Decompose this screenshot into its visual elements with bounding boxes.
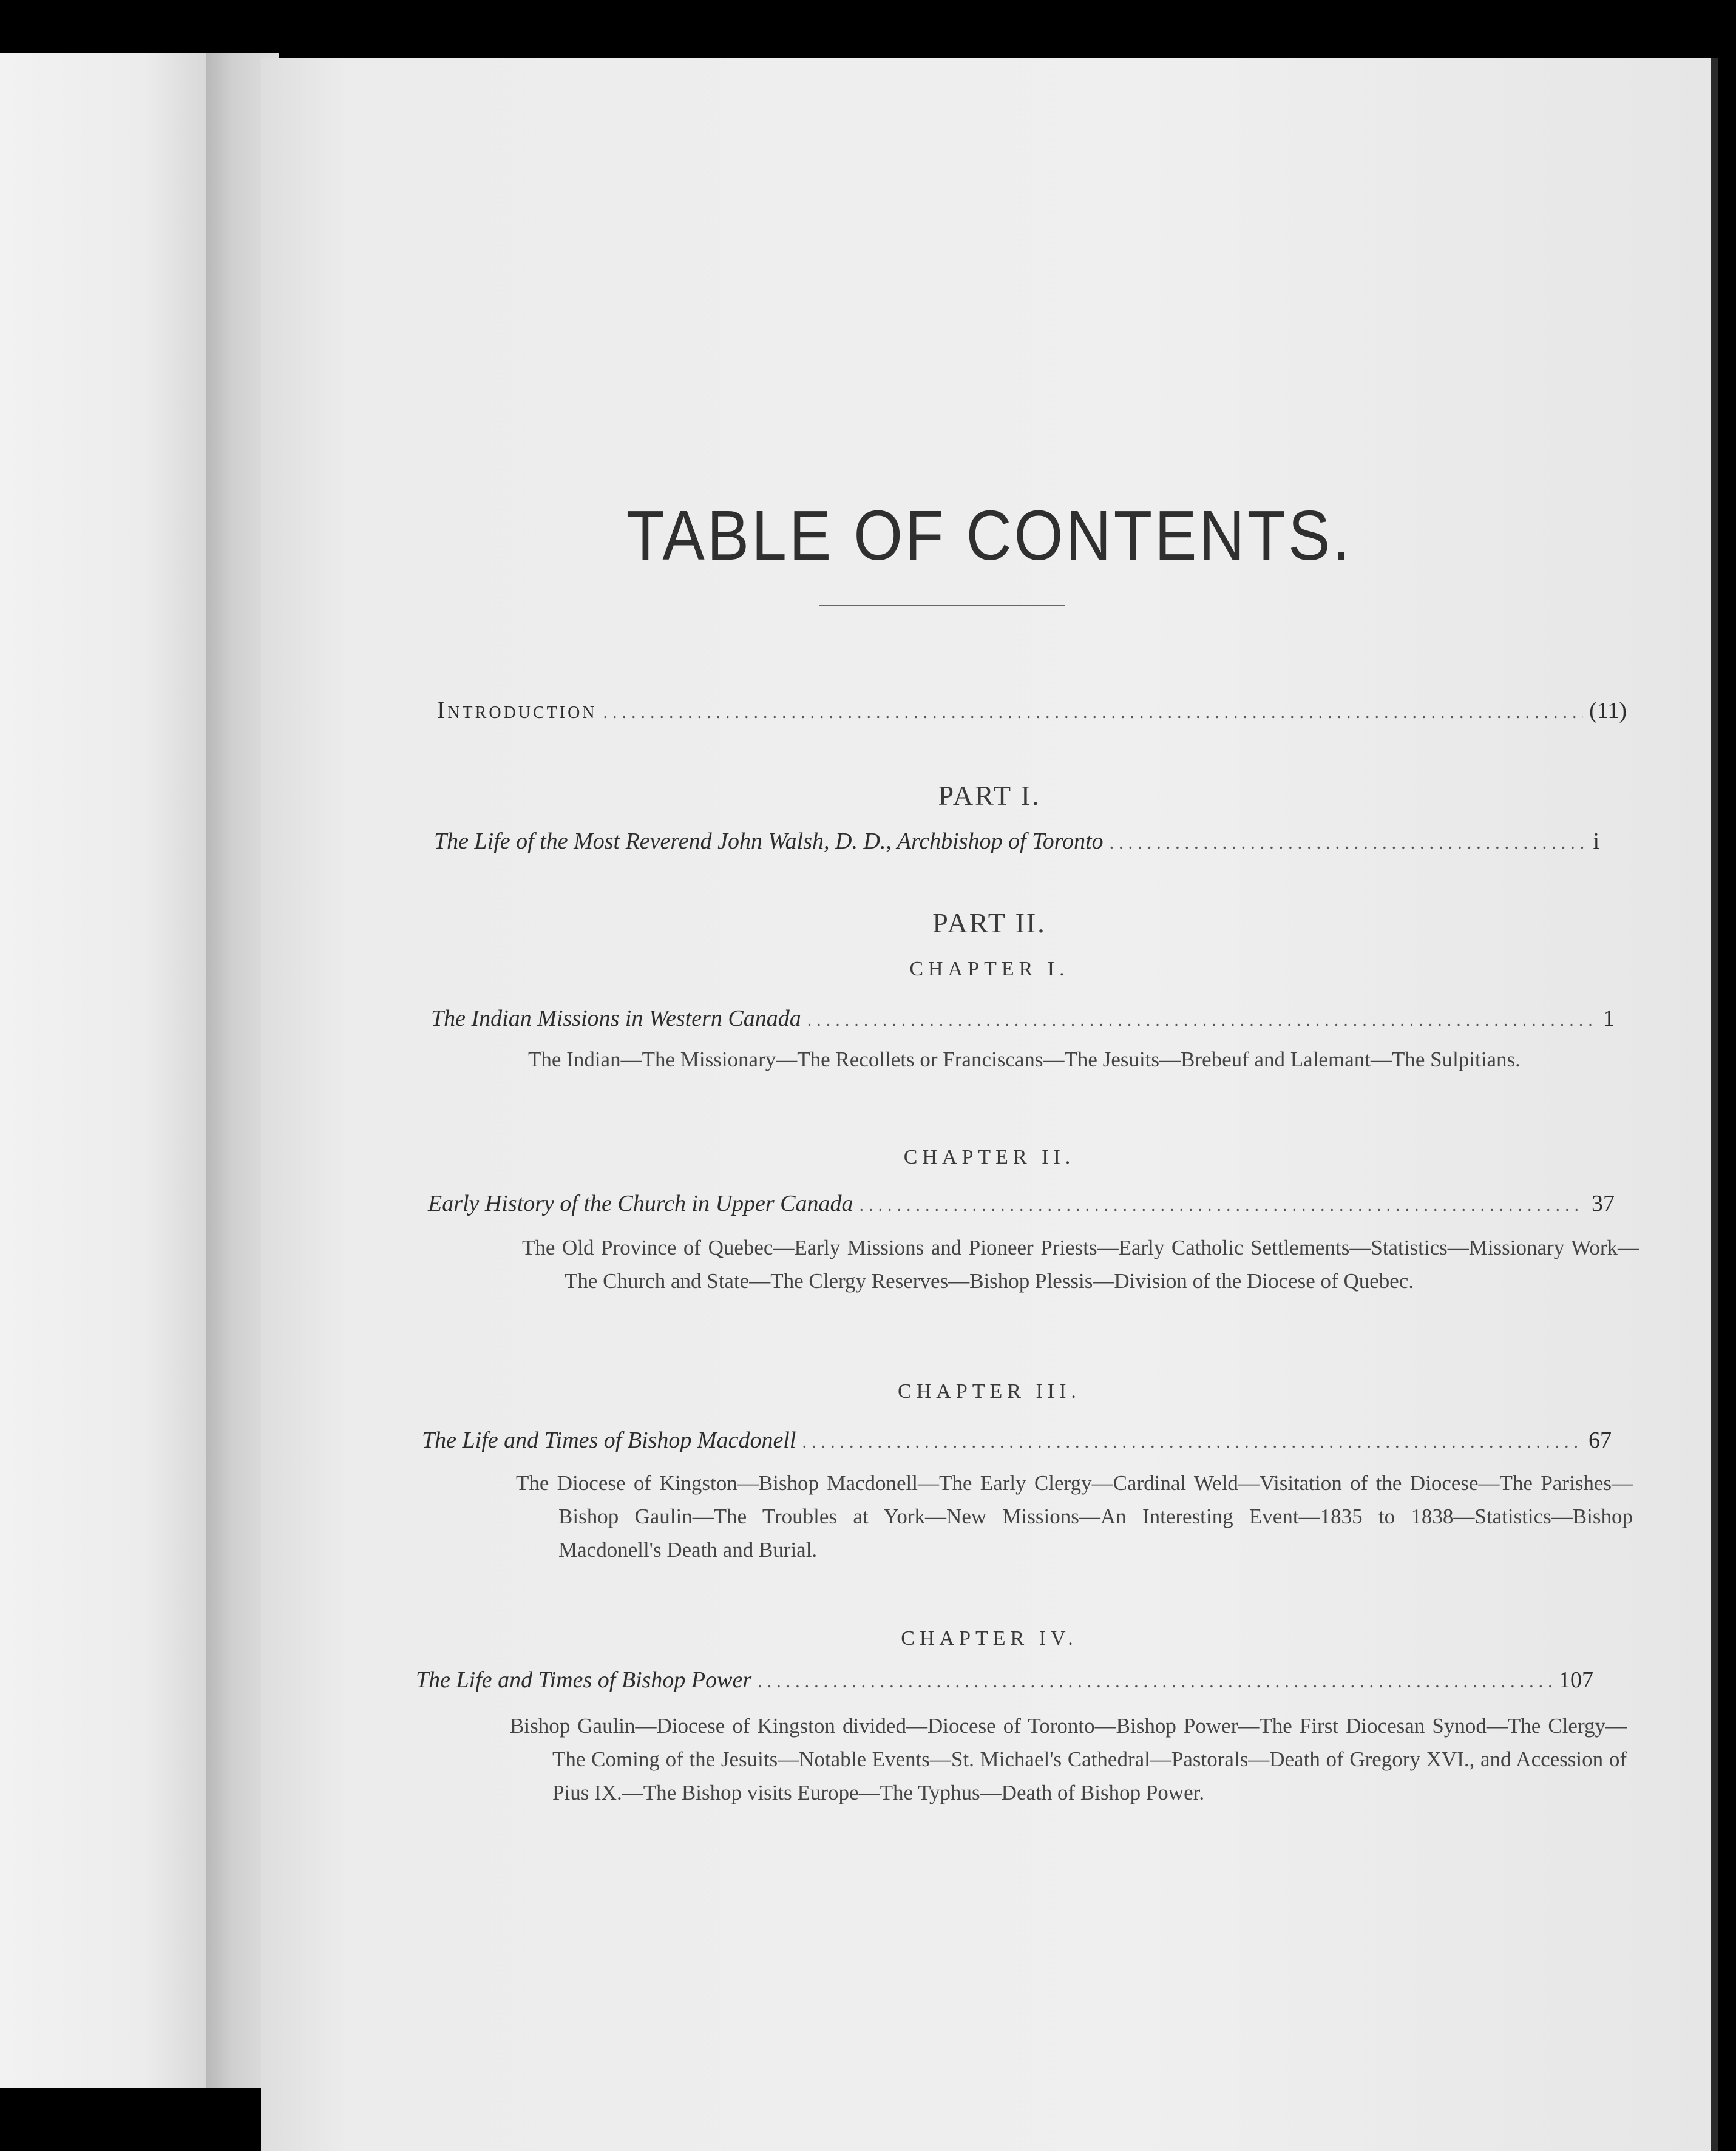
- toc-entry-chapter-4[interactable]: [416, 1667, 1593, 1693]
- chapter-summary: The Indian—The Missionary—The Recollets or Franciscans—The Jesuits—Brebeuf and Lalemant—The Sulpitians.: [528, 1048, 1521, 1071]
- chapter-summary: The Old Province of Quebec—Early Missions and Pioneer Priests—Early Catholic Settlements—Statistics—Missionary Work—The Church and State—The Clergy Reserves—Bishop Plessis—Division of the Diocese of Quebec.: [522, 1236, 1639, 1293]
- leader-dots: [758, 1672, 1553, 1692]
- toc-entry-page: 107: [1559, 1667, 1593, 1693]
- part-heading: PART II.: [932, 907, 1046, 938]
- toc-entry-title: Introduction: [437, 696, 597, 723]
- toc-entry-chapter-3[interactable]: [422, 1427, 1612, 1454]
- chapter-heading: CHAPTER I.: [909, 958, 1070, 980]
- facing-page: [0, 53, 206, 2088]
- toc-entry-page: 1: [1603, 1006, 1615, 1031]
- toc-entry-page: (11): [1589, 698, 1627, 723]
- leader-dots: [1110, 833, 1587, 853]
- leader-dots: [603, 702, 1584, 723]
- leader-dots: [860, 1195, 1586, 1216]
- toc-entry-title: The Life of the Most Reverend John Walsh, D. D., Archbishop of Toronto: [434, 828, 1104, 854]
- toc-entry-part1[interactable]: [434, 828, 1599, 855]
- title-rule: [819, 605, 1065, 606]
- leader-dots: [802, 1432, 1582, 1452]
- chapter-heading: CHAPTER II.: [903, 1146, 1076, 1168]
- page-title: TABLE OF CONTENTS.: [626, 496, 1353, 575]
- toc-entry-chapter-1[interactable]: [431, 1005, 1615, 1032]
- toc-entry-title: The Life and Times of Bishop Power: [416, 1667, 752, 1693]
- contents-page: [261, 58, 1718, 2151]
- chapter-summary: The Diocese of Kingston—Bishop Macdonell—The Early Clergy—Cardinal Weld—Visitation of the Diocese—The Parishes—Bishop Gaulin—The Troubles at York—New Missions—An Interesting Event—1835 to 1838—Statistics—Bishop Macdonell's Death and Burial.: [516, 1471, 1633, 1562]
- toc-entry-title: The Indian Missions in Western Canada: [431, 1006, 801, 1031]
- toc-entry-page: 67: [1589, 1428, 1612, 1453]
- chapter-summary: Bishop Gaulin—Diocese of Kingston divided—Diocese of Toronto—Bishop Power—The First Diocesan Synod—The Clergy—The Coming of the Jesuits—Notable Events—St. Michael's Cathedral—Pastorals—Death of Gregory XVI., and Accession of Pius IX.—The Bishop visits Europe—The Typhus—Death of Bishop Power.: [510, 1714, 1627, 1804]
- page-edge: [1711, 58, 1718, 2151]
- toc-entry-title: The Life and Times of Bishop Macdonell: [422, 1428, 796, 1453]
- toc-entry-page: 37: [1592, 1191, 1615, 1216]
- chapter-heading: CHAPTER III.: [898, 1380, 1081, 1403]
- part-heading: PART I.: [938, 780, 1041, 811]
- chapter-heading: CHAPTER IV.: [901, 1627, 1078, 1650]
- toc-entry-title: Early History of the Church in Upper Canada: [428, 1191, 853, 1216]
- toc-entry-introduction[interactable]: [437, 696, 1627, 724]
- toc-entry-page: i: [1593, 828, 1599, 854]
- toc-entry-chapter-2[interactable]: [428, 1190, 1615, 1217]
- leader-dots: [807, 1010, 1597, 1031]
